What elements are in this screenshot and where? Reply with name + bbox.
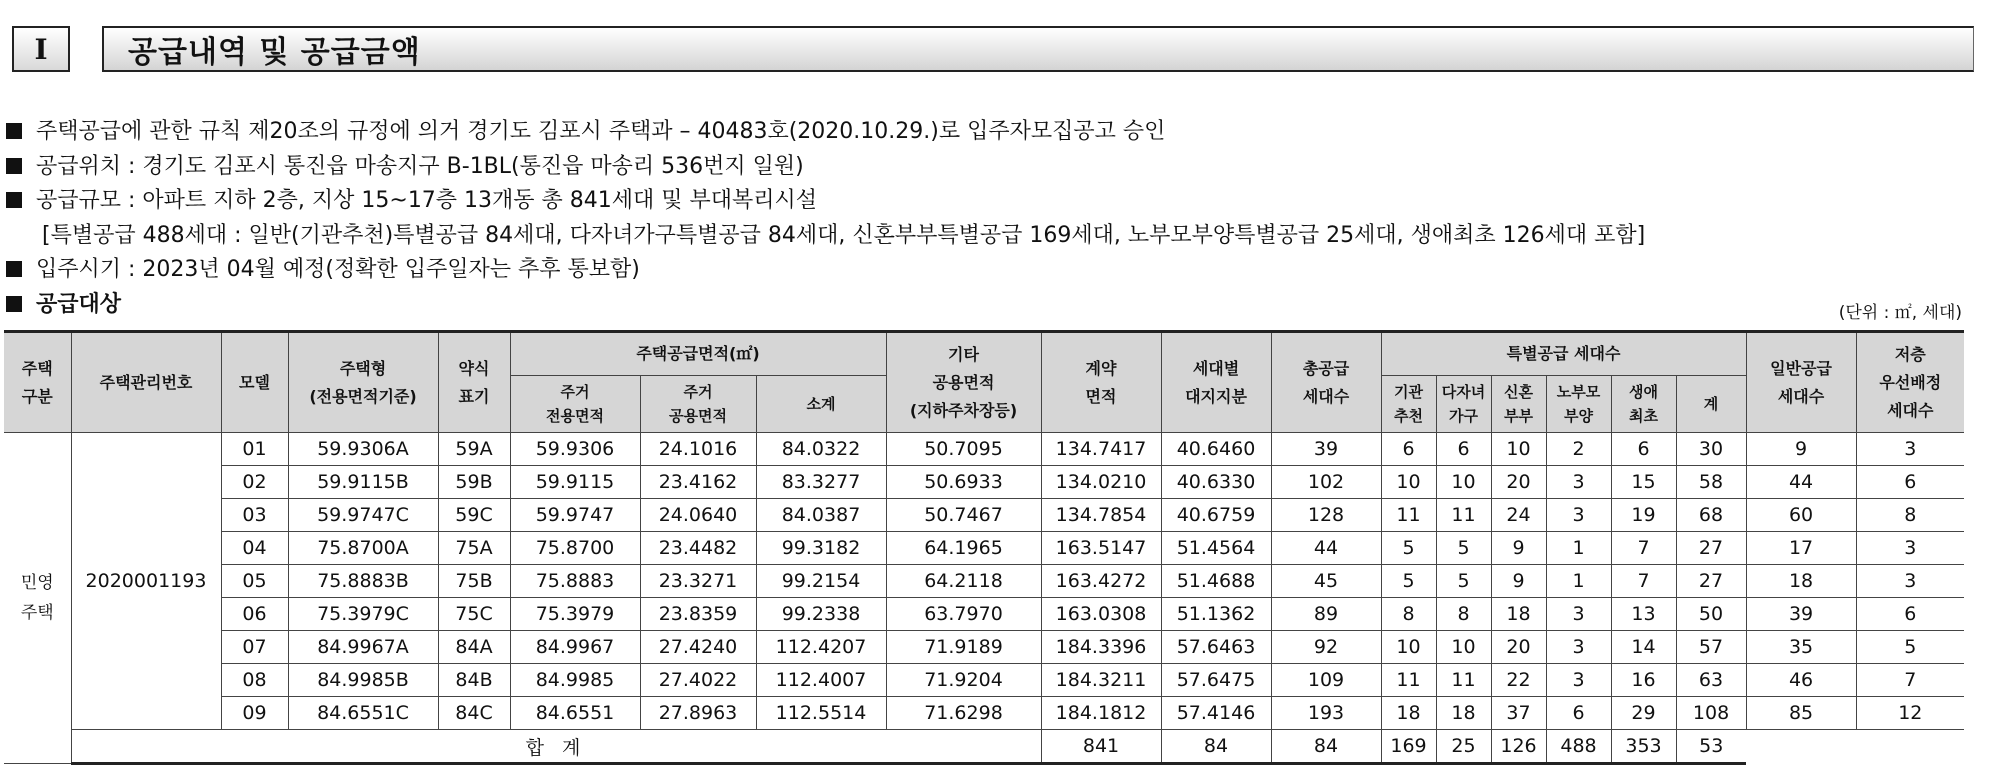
table-cell: 5 (1381, 532, 1436, 565)
table-cell: 7 (1611, 565, 1676, 598)
header-exclusive-area: 주거 전용면적 (510, 376, 640, 433)
table-cell: 17 (1746, 532, 1856, 565)
table-cell: 16 (1611, 664, 1676, 697)
table-cell: 18 (1381, 697, 1436, 730)
table-body (4, 433, 1964, 764)
table-cell: 59.9306A (288, 433, 438, 466)
table-cell: 59C (438, 499, 510, 532)
table-cell: 57.4146 (1161, 697, 1271, 730)
table-cell: 2 (1546, 433, 1611, 466)
table-cell: 15 (1611, 466, 1676, 499)
table-cell: 23.3271 (640, 565, 756, 598)
total-cell: 841 (1041, 730, 1161, 764)
table-cell: 83.3277 (756, 466, 886, 499)
table-cell: 112.4207 (756, 631, 886, 664)
table-cell: 11 (1436, 664, 1491, 697)
table-cell: 84.6551 (510, 697, 640, 730)
table-cell: 13 (1611, 598, 1676, 631)
table-cell: 24.1016 (640, 433, 756, 466)
table-row (4, 631, 1964, 664)
table-cell: 57.6475 (1161, 664, 1271, 697)
table-cell: 84.0322 (756, 433, 886, 466)
table-row (4, 466, 1964, 499)
table-cell: 51.4564 (1161, 532, 1271, 565)
table-cell: 163.0308 (1041, 598, 1161, 631)
table-cell: 85 (1746, 697, 1856, 730)
table-cell: 60 (1746, 499, 1856, 532)
header-common-area: 주거 공용면적 (640, 376, 756, 433)
table-cell: 18 (1436, 697, 1491, 730)
table-cell: 27 (1676, 565, 1746, 598)
table-row (4, 697, 1964, 730)
table-cell: 102 (1271, 466, 1381, 499)
total-row (4, 730, 1964, 764)
table-cell: 39 (1271, 433, 1381, 466)
housing-kind-cell: 민영 주택 (4, 433, 71, 764)
table-cell: 02 (221, 466, 288, 499)
section-header (12, 26, 1974, 76)
table-cell: 112.4007 (756, 664, 886, 697)
table-cell: 57 (1676, 631, 1746, 664)
total-cell: 25 (1436, 730, 1491, 764)
table-cell: 75B (438, 565, 510, 598)
total-cell: 169 (1381, 730, 1436, 764)
table-cell: 45 (1271, 565, 1381, 598)
table-cell: 7 (1611, 532, 1676, 565)
table-header (4, 332, 1964, 433)
table-cell: 35 (1746, 631, 1856, 664)
table-cell: 9 (1491, 532, 1546, 565)
total-cell: 488 (1546, 730, 1611, 764)
table-cell: 84A (438, 631, 510, 664)
header-housing-type: 주택 구분 (4, 332, 71, 433)
table-cell: 84.9985B (288, 664, 438, 697)
header-low-floor: 저층 우선배정 세대수 (1856, 332, 1964, 433)
table-cell: 23.4482 (640, 532, 756, 565)
header-housing-size: 주택형 (전용면적기준) (288, 332, 438, 433)
header-supply-area: 주택공급면적(㎡) (510, 332, 886, 376)
table-cell: 3 (1546, 631, 1611, 664)
square-bullet-icon (6, 192, 22, 208)
table-cell: 5 (1381, 565, 1436, 598)
bullet-approval: 주택공급에 관한 규칙 제20조의 규정에 의거 경기도 김포시 주택과 – 40483호(2020.10.29.)로 입주자모집공고 승인 (6, 115, 1645, 150)
table-cell: 6 (1856, 598, 1964, 631)
table-cell: 8 (1436, 598, 1491, 631)
table-cell: 51.1362 (1161, 598, 1271, 631)
table-cell: 163.5147 (1041, 532, 1161, 565)
header-mgmt-no: 주택관리번호 (71, 332, 221, 433)
table-cell: 08 (221, 664, 288, 697)
table-cell: 29 (1611, 697, 1676, 730)
table-cell: 99.3182 (756, 532, 886, 565)
header-abbr: 약식 표기 (438, 332, 510, 433)
bullet-move-in: 입주시기 : 2023년 04월 예정(정확한 입주일자는 추후 통보함) (6, 253, 1645, 288)
table-cell: 59.9115B (288, 466, 438, 499)
table-cell: 184.3211 (1041, 664, 1161, 697)
header-multi-child: 다자녀 가구 (1436, 376, 1491, 433)
table-cell: 50.7467 (886, 499, 1041, 532)
section-title: 공급내역 및 공급금액 (102, 26, 1974, 72)
table-cell: 6 (1546, 697, 1611, 730)
table-cell: 3 (1546, 664, 1611, 697)
table-cell: 04 (221, 532, 288, 565)
bullet-special-supply-note: [특별공급 488세대 : 일반(기관추천)특별공급 84세대, 다자녀가구특별공급 84세대, 신혼부부특별공급 169세대, 노부모부양특별공급 25세대, 생애최초 126세대 포함] (42, 222, 1646, 248)
header-subtotal: 소계 (756, 376, 886, 433)
table-cell: 19 (1611, 499, 1676, 532)
header-elderly-parents: 노부모 부양 (1546, 376, 1611, 433)
bullet-location: 공급위치 : 경기도 김포시 통진읍 마송지구 B-1BL(통진읍 마송리 536번지 일원) (6, 150, 1645, 185)
table-cell: 9 (1491, 565, 1546, 598)
table-cell: 20 (1491, 466, 1546, 499)
table-cell: 3 (1546, 466, 1611, 499)
table-cell: 18 (1491, 598, 1546, 631)
table-cell: 57.6463 (1161, 631, 1271, 664)
table-cell: 75.3979 (510, 598, 640, 631)
table-cell: 108 (1676, 697, 1746, 730)
table-cell: 84.9967A (288, 631, 438, 664)
table-cell: 3 (1546, 598, 1611, 631)
table-cell: 112.5514 (756, 697, 886, 730)
square-bullet-icon (6, 158, 22, 174)
table-cell: 84.0387 (756, 499, 886, 532)
table-row (4, 499, 1964, 532)
table-cell: 99.2154 (756, 565, 886, 598)
table-cell: 1 (1546, 532, 1611, 565)
table-cell: 37 (1491, 697, 1546, 730)
table-cell: 99.2338 (756, 598, 886, 631)
unit-note: (단위 : ㎡, 세대) (1838, 303, 1962, 323)
table-cell: 22 (1491, 664, 1546, 697)
table-cell: 20 (1491, 631, 1546, 664)
table-cell: 59.9306 (510, 433, 640, 466)
table-cell: 11 (1381, 499, 1436, 532)
table-cell: 1 (1546, 565, 1611, 598)
table-cell: 64.2118 (886, 565, 1041, 598)
table-cell: 84.9967 (510, 631, 640, 664)
table-cell: 134.7417 (1041, 433, 1161, 466)
table-cell: 06 (221, 598, 288, 631)
table-cell: 84.9985 (510, 664, 640, 697)
table-cell: 44 (1746, 466, 1856, 499)
table-cell: 23.8359 (640, 598, 756, 631)
table-cell: 128 (1271, 499, 1381, 532)
table-cell: 3 (1546, 499, 1611, 532)
table-cell: 05 (221, 565, 288, 598)
table-cell: 59A (438, 433, 510, 466)
table-cell: 184.1812 (1041, 697, 1161, 730)
total-cell: 126 (1491, 730, 1546, 764)
header-land-share: 세대별 대지지분 (1161, 332, 1271, 433)
table-cell: 84B (438, 664, 510, 697)
table-cell: 24 (1491, 499, 1546, 532)
table-cell: 11 (1381, 664, 1436, 697)
table-cell: 3 (1856, 532, 1964, 565)
table-cell: 10 (1436, 466, 1491, 499)
table-cell: 40.6460 (1161, 433, 1271, 466)
table-cell: 75A (438, 532, 510, 565)
table-cell: 84.6551C (288, 697, 438, 730)
table-cell: 5 (1856, 631, 1964, 664)
total-cell: 84 (1161, 730, 1271, 764)
table-cell: 8 (1381, 598, 1436, 631)
header-general-supply: 일반공급 세대수 (1746, 332, 1856, 433)
table-cell: 3 (1856, 433, 1964, 466)
header-special-supply: 특별공급 세대수 (1381, 332, 1746, 376)
supply-table (4, 330, 1964, 765)
table-cell: 193 (1271, 697, 1381, 730)
table-row (4, 598, 1964, 631)
table-cell: 92 (1271, 631, 1381, 664)
table-cell: 59.9747 (510, 499, 640, 532)
table-cell: 109 (1271, 664, 1381, 697)
table-cell: 01 (221, 433, 288, 466)
table-cell: 10 (1381, 466, 1436, 499)
table-cell: 12 (1856, 697, 1964, 730)
table-cell: 27.4240 (640, 631, 756, 664)
table-cell: 163.4272 (1041, 565, 1161, 598)
table-cell: 10 (1381, 631, 1436, 664)
table-cell: 75.8700A (288, 532, 438, 565)
table-cell: 51.4688 (1161, 565, 1271, 598)
table-cell: 50.7095 (886, 433, 1041, 466)
square-bullet-icon (6, 123, 22, 139)
table-cell: 27 (1676, 532, 1746, 565)
table-row (4, 565, 1964, 598)
table-cell: 40.6330 (1161, 466, 1271, 499)
table-cell: 58 (1676, 466, 1746, 499)
header-institution: 기관 추천 (1381, 376, 1436, 433)
table-cell: 134.0210 (1041, 466, 1161, 499)
table-cell: 24.0640 (640, 499, 756, 532)
table-cell: 44 (1271, 532, 1381, 565)
header-newlywed: 신혼 부부 (1491, 376, 1546, 433)
table-cell: 50 (1676, 598, 1746, 631)
table-row (4, 532, 1964, 565)
table-cell: 6 (1611, 433, 1676, 466)
table-cell: 14 (1611, 631, 1676, 664)
table-cell: 68 (1676, 499, 1746, 532)
table-cell: 27.4022 (640, 664, 756, 697)
table-cell: 59.9115 (510, 466, 640, 499)
table-row (4, 664, 1964, 697)
table-cell: 63.7970 (886, 598, 1041, 631)
table-cell: 71.6298 (886, 697, 1041, 730)
total-cell: 84 (1271, 730, 1381, 764)
table-cell: 03 (221, 499, 288, 532)
table-cell: 6 (1436, 433, 1491, 466)
info-bullets (6, 115, 1645, 322)
table-cell: 75.3979C (288, 598, 438, 631)
table-cell: 40.6759 (1161, 499, 1271, 532)
header-special-total: 계 (1676, 376, 1746, 433)
square-bullet-icon (6, 296, 22, 312)
table-cell: 184.3396 (1041, 631, 1161, 664)
table-cell: 59.9747C (288, 499, 438, 532)
bullet-supply-target: 공급대상 (6, 288, 1645, 323)
table-cell: 27.8963 (640, 697, 756, 730)
table-cell: 09 (221, 697, 288, 730)
total-cell: 353 (1611, 730, 1676, 764)
table-cell: 11 (1436, 499, 1491, 532)
mgmt-number-cell: 2020001193 (71, 433, 221, 730)
table-cell: 9 (1746, 433, 1856, 466)
table-cell: 63 (1676, 664, 1746, 697)
total-label: 합 계 (71, 730, 1041, 764)
table-cell: 8 (1856, 499, 1964, 532)
table-cell: 7 (1856, 664, 1964, 697)
table-cell: 39 (1746, 598, 1856, 631)
bullet-scale: 공급규모 : 아파트 지하 2층, 지상 15~17층 13개동 총 841세대 및 부대복리시설 (6, 184, 1645, 219)
table-cell: 59B (438, 466, 510, 499)
table-cell: 07 (221, 631, 288, 664)
table-cell: 5 (1436, 565, 1491, 598)
table-cell: 89 (1271, 598, 1381, 631)
table-cell: 5 (1436, 532, 1491, 565)
table-cell: 84C (438, 697, 510, 730)
header-contract-area: 계약 면적 (1041, 332, 1161, 433)
table-cell: 50.6933 (886, 466, 1041, 499)
header-total-supply: 총공급 세대수 (1271, 332, 1381, 433)
table-cell: 75C (438, 598, 510, 631)
table-cell: 6 (1381, 433, 1436, 466)
table-cell: 18 (1746, 565, 1856, 598)
table-cell: 3 (1856, 565, 1964, 598)
table-cell: 75.8883 (510, 565, 640, 598)
table-cell: 6 (1856, 466, 1964, 499)
table-row (4, 433, 1964, 466)
header-other-common: 기타 공용면적 (지하주차장등) (886, 332, 1041, 433)
total-cell: 53 (1676, 730, 1746, 764)
table-cell: 30 (1676, 433, 1746, 466)
table-cell: 134.7854 (1041, 499, 1161, 532)
table-cell: 10 (1491, 433, 1546, 466)
table-cell: 75.8883B (288, 565, 438, 598)
section-number: I (12, 26, 70, 72)
table-cell: 71.9189 (886, 631, 1041, 664)
header-first-time: 생애 최초 (1611, 376, 1676, 433)
header-model: 모델 (221, 332, 288, 433)
table-cell: 23.4162 (640, 466, 756, 499)
table-cell: 71.9204 (886, 664, 1041, 697)
square-bullet-icon (6, 261, 22, 277)
table-cell: 10 (1436, 631, 1491, 664)
table-cell: 75.8700 (510, 532, 640, 565)
table-cell: 46 (1746, 664, 1856, 697)
table-cell: 64.1965 (886, 532, 1041, 565)
